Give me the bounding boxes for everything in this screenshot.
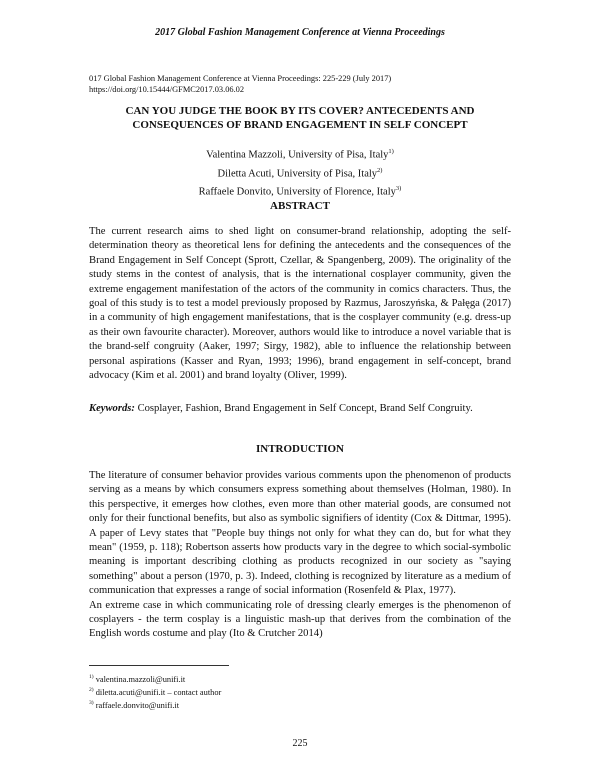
introduction-heading: INTRODUCTION: [255, 443, 344, 455]
author-name: Raffaele Donvito, University of Florence, Italy: [198, 186, 396, 198]
citation-line: 017 Global Fashion Management Conference at Vienna Proceedings: 225-229 (July 2017): [89, 74, 392, 83]
keywords-label: Keywords:: [89, 403, 135, 414]
paragraph: The literature of consumer behavior provides various comments upon the phenomenon of products serving as a means by which consumers express something about themselves (Holman, 1980). In this perspective, it emerges how clothes, even more than other material goods, are consumed not only for their functional benefits, but also as symbolic signifiers of identity (Cox & Dittmar, 1995). A paper of Levy states that "People buy things not only for what they can do, but for what they mean" (1959, p. 118); Robertson asserts how products vary in the degree to which social-symbolic meaning is important describing clothing as products recognized in our society as "saying something" about a person (1970, p. 3). Indeed, clothing is recognized by literature as a medium of communication that expresses a range of social information (Rosenfeld & Plax, 1977).: [89, 470, 511, 597]
abstract-heading: ABSTRACT: [270, 200, 330, 212]
footnotes: [89, 672, 511, 710]
running-header: 2017 Global Fashion Management Conference at Vienna Proceedings: [155, 27, 445, 38]
abstract-text: The current research aims to shed light on consumer-brand relationship, adopting the self-determination theory as theoretical lens for defining the antecedents and the consequences of the Brand Engagement in Self Concept (Sprott, Czellar, & Spangenberg, 2009). The originality of the study stems in the contest of analysis, that is the international cosplayer community, given the extreme engagement manifestation of the actors of the community in comics characters. Thus, the goal of this study is to test a model previously proposed by Razmus, Jaroszyńska, & Pałęga (2017) in a community of high engagement manifestations, that is the cosplayer community (e.g. dress-up as their own favourite character). Moreover, authors would like to introduce a novel variable that is the brand-self congruity (Aaker, 1997; Sirgy, 1982), able to influence the relationship between personal aspirations (Kasser and Ryan, 1993; 1996), brand engagement in self-concept, brand advocacy (Kim et al. 2001) and brand loyalty (Oliver, 1999).: [89, 226, 511, 382]
footnote: [89, 672, 511, 685]
footnote-mark: 1): [388, 148, 394, 155]
footnote: [89, 698, 511, 711]
citation-block: [89, 73, 519, 95]
author-name: Diletta Acuti, University of Pisa, Italy: [217, 168, 378, 179]
title-line: CONSEQUENCES OF BRAND ENGAGEMENT IN SELF CONCEPT: [132, 119, 468, 131]
page-number: 225: [292, 738, 308, 749]
footnote-mark: 3): [395, 185, 402, 192]
introduction-body: [89, 469, 511, 642]
keywords: [89, 402, 511, 416]
footnote-mark: 2): [377, 166, 383, 174]
author: [89, 144, 511, 163]
paper-title: [89, 104, 511, 132]
footnote-email[interactable]: diletta.acuti@unifi.it – contact author: [95, 687, 222, 697]
footnote-mark: 3): [89, 699, 94, 706]
doi-link[interactable]: https://doi.org/10.15444/GFMC2017.03.06.02: [89, 85, 245, 94]
footnote-email[interactable]: valentina.mazzoli@unifi.it: [95, 674, 186, 684]
paragraph: An extreme case in which communicating role of dressing clearly emerges is the phenomenon of cosplayers - the term cosplay is a linguistic mash-up that derives from the combination of the English words costume and play (Ito & Crutcher 2014): [89, 599, 511, 640]
footnote-divider: [89, 665, 229, 666]
title-line: CAN YOU JUDGE THE BOOK BY ITS COVER? ANTECEDENTS AND: [125, 105, 475, 117]
footnote: [89, 685, 511, 698]
footnote-email[interactable]: raffaele.donvito@unifi.it: [95, 700, 180, 710]
keywords-text: Cosplayer, Fashion, Brand Engagement in Self Concept, Brand Self Congruity.: [137, 403, 473, 414]
author-list: [89, 144, 511, 200]
author: [89, 163, 511, 182]
footnote-mark: 1): [89, 674, 94, 680]
author: [89, 181, 511, 200]
author-name: Valentina Mazzoli, University of Pisa, Italy: [206, 149, 389, 161]
footnote-mark: 2): [89, 686, 94, 693]
